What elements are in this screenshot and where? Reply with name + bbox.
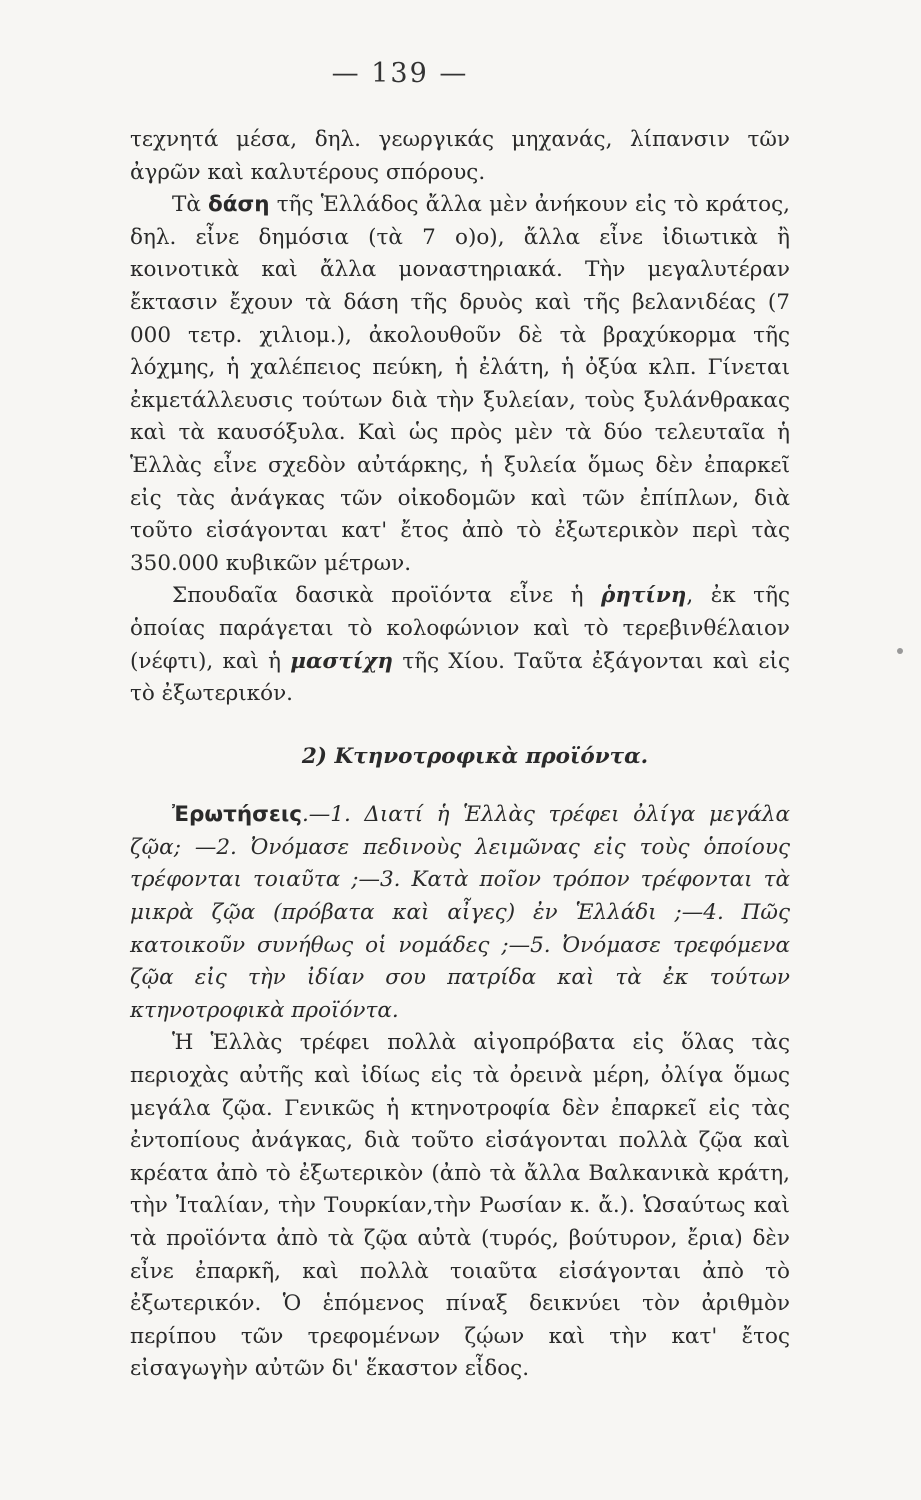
questions-label: Ἐρωτήσεις — [172, 802, 302, 828]
questions-block — [130, 799, 790, 1027]
paragraph-forest-products-end: τῆς Χίου. Ταῦτα ἐξάγονται καὶ εἰς τὸ ἐξωτερικόν. — [130, 648, 790, 707]
paragraph-1: τεχνητά μέσα, δηλ. γεωργικάς μηχανάς, λίπανσιν τῶν ἀγρῶν καὶ καλυτέρους σπόρους. — [130, 127, 790, 185]
ink-dot — [897, 648, 903, 654]
paragraph-livestock: Ἡ Ἑλλὰς τρέφει πολλὰ αἰγοπρόβατα εἰς ὅλας τὰς περιοχὰς αὐτῆς καὶ ἰδίως εἰς τὰ ὀρεινὰ μέρη, ὀλίγα ὅμως μεγάλα ζῷα. Γενικῶς ἡ κτηνοτροφία δὲν ἐπαρκεῖ εἰς τὰς ἐντοπίους ἀνάγκας, διὰ τοῦτο εἰσάγονται πολλὰ ζῷα καὶ κρέατα ἀπὸ τὸ ἐξωτερικὸν (ἀπὸ τὰ ἄλλα Βαλκανικὰ κράτη, τὴν Ἰταλίαν, τὴν Τουρκίαν,τὴν Ρωσίαν κ. ἄ.). Ὡσαύτως καὶ τὰ προϊόντα ἀπὸ τὰ ζῷα αὐτὰ (τυρός, βούτυρον, ἔρια) δὲν εἶνε ἐπαρκῆ, καὶ πολλὰ τοιαῦτα εἰσάγονται ἀπὸ τὸ ἐξωτερικόν. Ὁ ἑπόμενος πίναξ δεικνύει τὸν ἀριθμὸν περίπου τῶν τρεφομένων ζῴων καὶ τὴν κατ' ἔτος εἰσαγωγὴν αὐτῶν δι' ἕκαστον εἶδος. — [130, 1030, 790, 1382]
paragraph-forest-products — [130, 580, 790, 710]
paragraph-forests — [130, 189, 790, 580]
paragraph-forests-start: Τὰ — [172, 192, 209, 218]
paragraph-forests-rest: τῆς Ἑλλάδος ἄλλα μὲν ἀνήκουν εἰς τὸ κράτος, δηλ. εἶνε δημόσια (τὰ 7 ο)ο), ἄλλα εἶνε ἰδιωτικὰ ἢ κοινοτικὰ καὶ ἄλλα μοναστηριακά. Τὴν μεγαλυτέραν ἔκτασιν ἔχουν τὰ δάση τῆς δρυὸς καὶ τῆς βελανιδέας (7 000 τετρ. χιλιομ.), ἀκολουθοῦν δὲ τὰ βραχύκορμα τῆς λόχμης, ἡ χαλέπειος πεύκη, ἡ ἐλάτη, ἡ ὀξύα κλπ. Γίνεται ἐκμετάλλευσις τούτων διὰ τὴν ξυλείαν, τοὺς ξυλάνθρακας καὶ τὰ καυσόξυλα. Καὶ ὡς πρὸς μὲν τὰ δύο τελευταῖα ἡ Ἑλλὰς εἶνε σχεδὸν αὐτάρκης, ἡ ξυλεία ὅμως δὲν ἐπαρκεῖ εἰς τὰς ἀνάγκας τῶν οἰκοδομῶν καὶ τῶν ἐπίπλων, διὰ τοῦτο εἰσάγονται κατ' ἔτος ἀπὸ τὸ ἐξωτερικὸν περὶ τὰς 350.000 κυβικῶν μέτρων. — [130, 192, 790, 576]
term-forests: δάση — [208, 192, 270, 218]
paragraph-forest-products-start: Σπουδαῖα δασικὰ προϊόντα εἶνε ἡ — [172, 583, 602, 609]
paragraph-forest-products-mid: , ἐκ τῆς ὁποίας παράγεται τὸ κολοφώνιον καὶ τὸ τερεβινθέλαιον (νέφτι), καὶ ἡ — [130, 583, 790, 674]
questions-text: .—1. Διατί ἡ Ἑλλὰς τρέφει ὀλίγα μεγάλα ζῷα; —2. Ὀνόμασε πεδινοὺς λειμῶνας εἰς τοὺς ὁποίους τρέφονται τοιαῦτα ;—3. Κατὰ ποῖον τρόπον τρέφονται τὰ μικρὰ ζῷα (πρόβατα καὶ αἶγες) ἐν Ἑλλάδι ;—4. Πῶς κατοικοῦν συνήθως οἱ νομάδες ;—5. Ὀνόμασε τρεφόμενα ζῷα εἰς τὴν ἰδίαν σου πατρίδα καὶ τὰ ἐκ τούτων κτηνοτροφικὰ προϊόντα. — [130, 802, 790, 1023]
page-body — [130, 124, 790, 1386]
page-number: — 139 — — [331, 58, 469, 89]
term-mastic: μαστίχη — [290, 648, 394, 674]
term-resin: ῥητίνη — [601, 583, 687, 609]
section-heading: 2) Κτηνοτροφικὰ προϊόντα. — [301, 743, 649, 769]
